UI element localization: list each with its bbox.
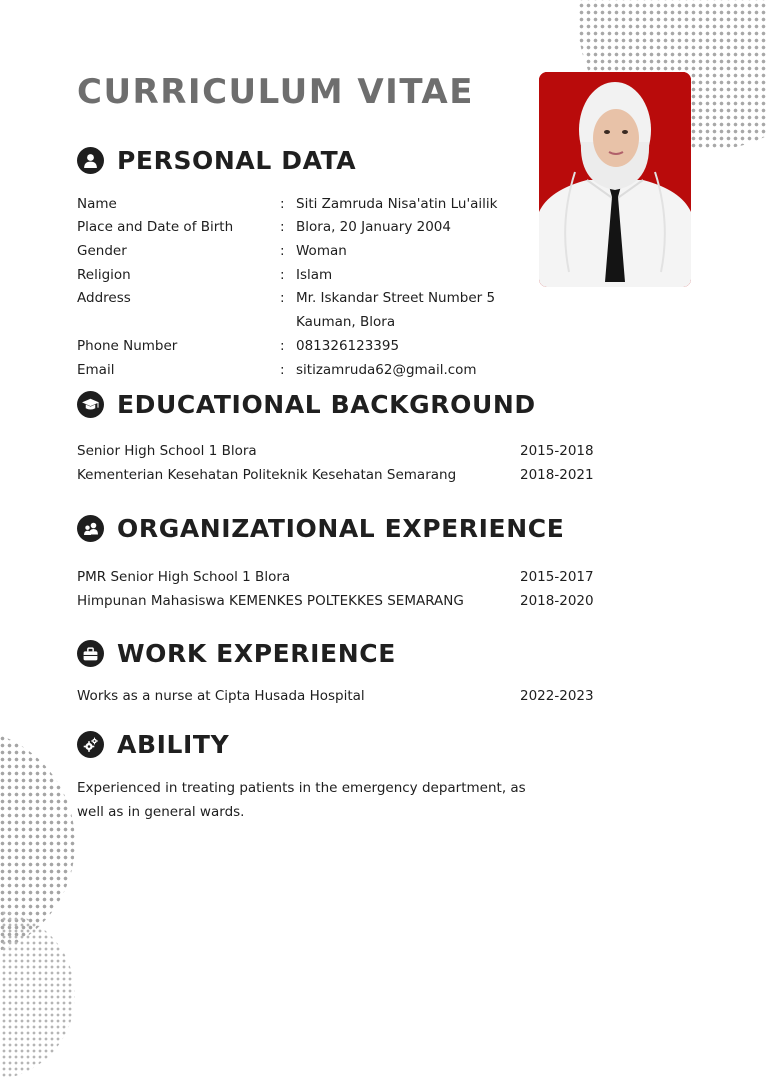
field-value-phone: 081326123395 (296, 338, 400, 354)
field-label-address: Address (77, 290, 131, 306)
education-item-name: Senior High School 1 Blora (77, 443, 257, 459)
page-title: CURRICULUM VITAE (77, 72, 474, 112)
section-education (77, 390, 536, 419)
organization-item-years: 2015-2017 (520, 569, 594, 585)
section-heading: ORGANIZATIONAL EXPERIENCE (117, 514, 565, 543)
field-label-name: Name (77, 196, 117, 212)
field-label-religion: Religion (77, 267, 131, 283)
field-value-gender: Woman (296, 243, 347, 259)
decorative-dot-circle-left (0, 728, 75, 958)
field-label-phone: Phone Number (77, 338, 178, 354)
section-work (77, 639, 396, 668)
ability-description: Experienced in treating patients in the emergency department, as well as in general wards. (77, 780, 526, 820)
field-value-address-line1: Mr. Iskandar Street Number 5 (296, 290, 496, 306)
education-item-years: 2015-2018 (520, 443, 594, 459)
field-colon: : (280, 290, 285, 306)
work-item-years: 2022-2023 (520, 688, 594, 704)
work-item-name: Works as a nurse at Cipta Husada Hospital (77, 688, 365, 704)
field-label-email: Email (77, 362, 115, 378)
field-colon: : (280, 243, 285, 259)
field-label-gender: Gender (77, 243, 127, 259)
section-heading: PERSONAL DATA (117, 146, 357, 175)
section-personal-data (77, 146, 356, 175)
briefcase-icon (77, 640, 104, 667)
gears-icon (77, 731, 104, 758)
field-colon: : (280, 196, 285, 212)
field-label-birth: Place and Date of Birth (77, 219, 234, 235)
field-value-birth: Blora, 20 January 2004 (296, 219, 451, 235)
section-heading: ABILITY (117, 730, 230, 759)
organization-item-name: PMR Senior High School 1 Blora (77, 569, 291, 585)
field-colon: : (280, 338, 285, 354)
portrait-illustration (539, 72, 691, 287)
group-icon (77, 515, 104, 542)
education-item-name: Kementerian Kesehatan Politeknik Kesehatan Semarang (77, 467, 457, 483)
field-colon: : (280, 362, 285, 378)
field-value-address-line2: Kauman, Blora (296, 314, 396, 330)
profile-photo (539, 72, 691, 287)
organization-item-years: 2018-2020 (520, 593, 594, 609)
field-colon: : (280, 267, 285, 283)
section-heading: EDUCATIONAL BACKGROUND (117, 390, 536, 419)
decorative-dot-circle-bottom-left (0, 910, 75, 1080)
graduation-cap-icon (77, 391, 104, 418)
field-value-religion: Islam (296, 267, 333, 283)
field-value-email: sitizamruda62@gmail.com (296, 362, 477, 378)
user-icon (77, 147, 104, 174)
field-value-name: Siti Zamruda Nisa'atin Lu'ailik (296, 196, 498, 212)
section-heading: WORK EXPERIENCE (117, 639, 396, 668)
section-ability (77, 730, 229, 759)
organization-item-name: Himpunan Mahasiswa KEMENKES POLTEKKES SEMARANG (77, 593, 464, 609)
field-colon: : (280, 219, 285, 235)
education-item-years: 2018-2021 (520, 467, 594, 483)
section-organization (77, 514, 564, 543)
